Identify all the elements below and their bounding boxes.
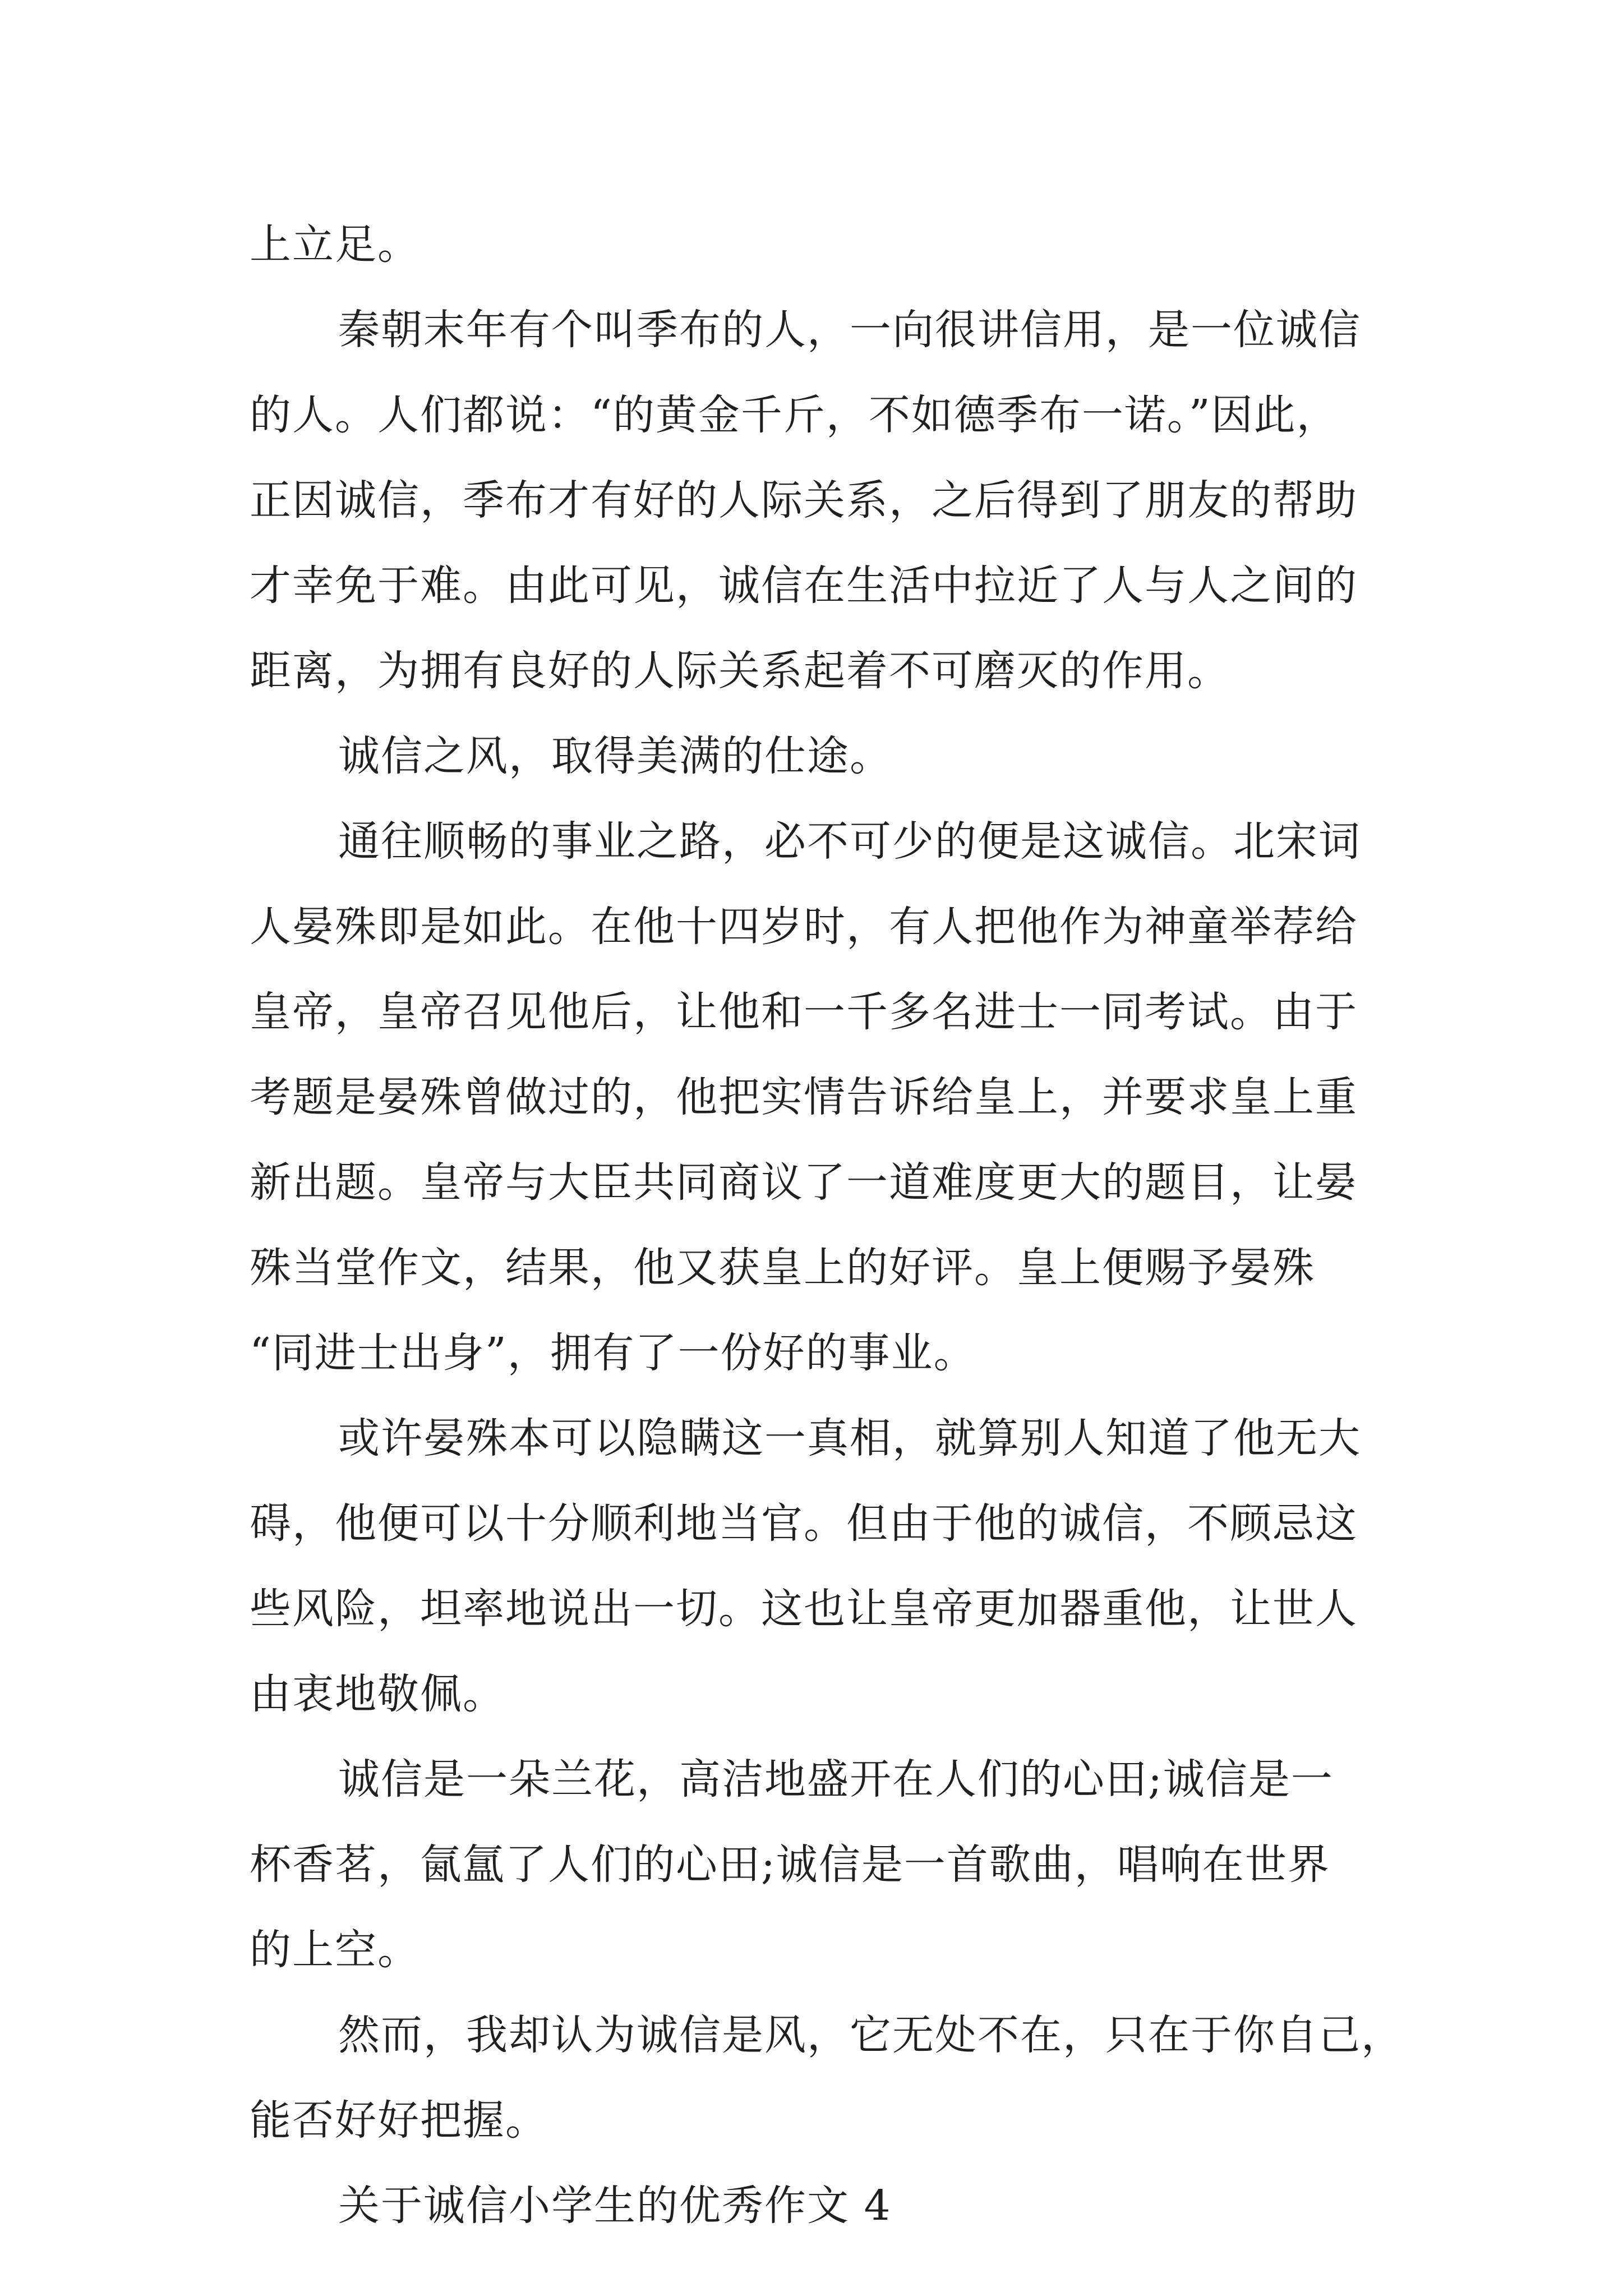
text-line: 些风险，坦率地说出一切。这也让皇帝更加器重他，让世人 xyxy=(250,1585,1358,1633)
text-line: 由衷地敬佩。 xyxy=(250,1670,505,1718)
text-line: 能否好好把握。 xyxy=(250,2096,548,2145)
text-line: 秦朝末年有个叫季布的人，一向很讲信用，是一位诚信 xyxy=(338,306,1361,354)
text-line: 然而，我却认为诚信是风，它无处不在，只在于你自己， xyxy=(338,2011,1404,2059)
text-line: 正因诚信，季布才有好的人际关系，之后得到了朋友的帮助 xyxy=(250,476,1358,524)
text-line: 考题是晏殊曾做过的，他把实情告诉给皇上，并要求皇上重 xyxy=(250,1073,1358,1121)
text-line: 新出题。皇帝与大臣共同商议了一道难度更大的题目，让晏 xyxy=(250,1158,1358,1207)
text-line: 人晏殊即是如此。在他十四岁时，有人把他作为神童举荐给 xyxy=(250,903,1358,951)
text-line: 杯香茗，氤氲了人们的心田;诚信是一首歌曲，唱响在世界 xyxy=(250,1841,1330,1889)
text-line: 诚信是一朵兰花，高洁地盛开在人们的心田;诚信是一 xyxy=(338,1755,1334,1803)
document-body xyxy=(250,202,1405,2248)
text-line: 才幸免于难。由此可见，诚信在生活中拉近了人与人之间的 xyxy=(250,562,1358,610)
text-line: 的上空。 xyxy=(250,1926,420,1974)
section-heading: 关于诚信小学生的优秀作文 4 xyxy=(338,2182,892,2230)
text-line: 碍，他便可以十分顺利地当官。但由于他的诚信，不顾忌这 xyxy=(250,1499,1358,1548)
text-line: 或许晏殊本可以隐瞒这一真相，就算别人知道了他无大 xyxy=(338,1414,1361,1462)
text-line: 距离，为拥有良好的人际关系起着不可磨灭的作用。 xyxy=(250,647,1230,695)
text-line: 殊当堂作文，结果，他又获皇上的好评。皇上便赐予晏殊 xyxy=(250,1244,1315,1292)
text-line: 的人。人们都说：“的黄金千斤，不如德季布一诺。”因此， xyxy=(250,391,1339,439)
text-line: 诚信之风，取得美满的仕途。 xyxy=(338,732,892,780)
text-line: 上立足。 xyxy=(250,220,420,269)
text-line: 通往顺畅的事业之路，必不可少的便是这诚信。北宋词 xyxy=(338,817,1361,866)
text-line: “同进士出身”，拥有了一份好的事业。 xyxy=(250,1329,976,1377)
text-line: 皇帝，皇帝召见他后，让他和一千多名进士一同考试。由于 xyxy=(250,988,1358,1036)
